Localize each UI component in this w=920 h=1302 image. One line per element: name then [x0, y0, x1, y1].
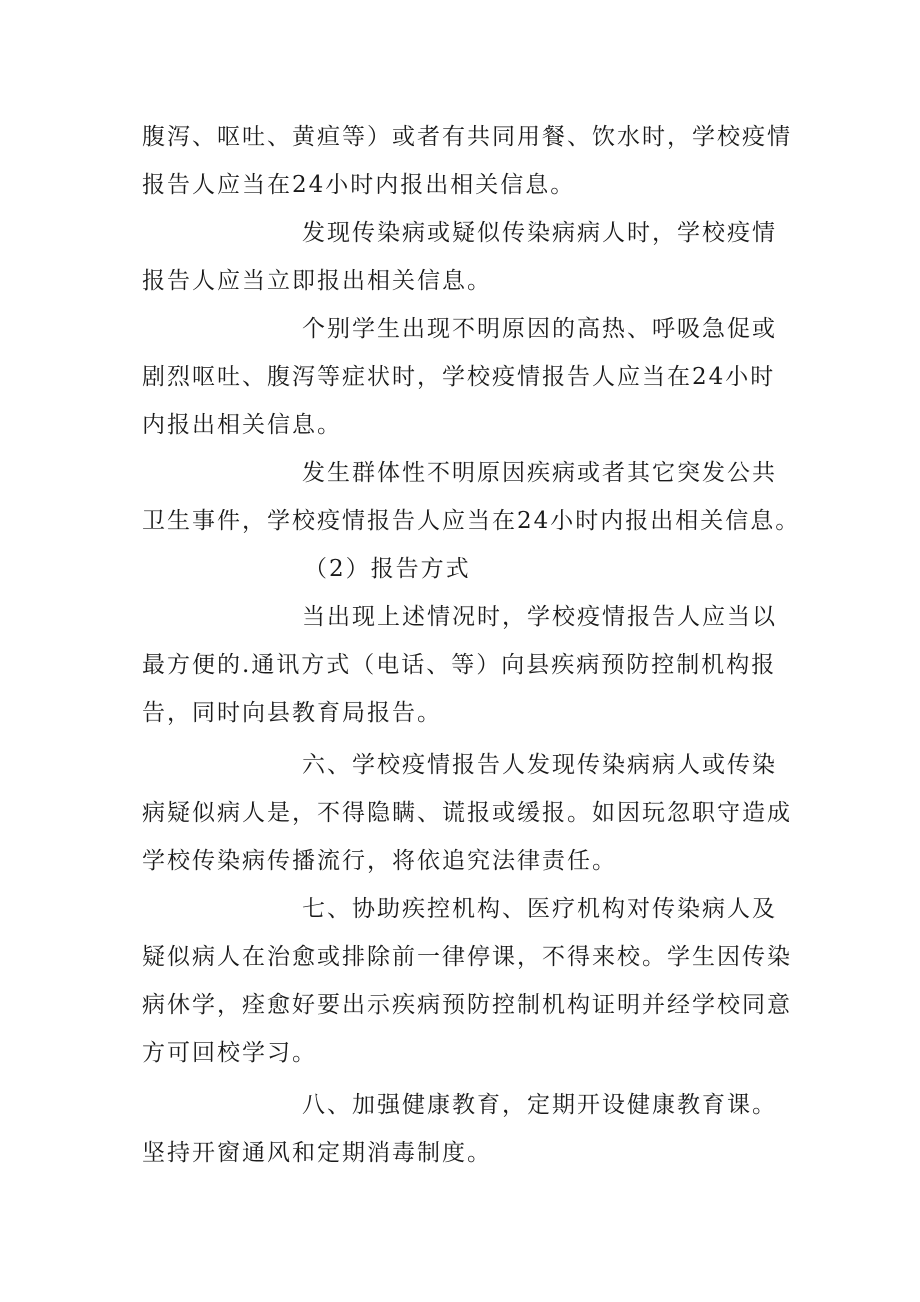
document-body — [142, 113, 802, 1177]
text-line: 卫生事件，学校疫情报告人应当在24小时内报出相关信息。 — [142, 508, 801, 534]
paragraph-first-line: 六、学校疫情报告人发现传染病病人或传染 — [302, 752, 777, 778]
text-line: 腹泻、呕吐、黄疸等）或者有共同用餐、饮水时，学校疫情 — [142, 124, 792, 150]
text-line: 最方便的.通讯方式（电话、等）向县疾病预防控制机构报 — [142, 652, 777, 678]
text-line: 方可回校学习。 — [142, 1040, 317, 1066]
text-line: 疑似病人在治愈或排除前一律停课，不得来校。学生因传染 — [142, 944, 792, 970]
paragraph-first-line: 当出现上述情况时，学校疫情报告人应当以 — [302, 604, 777, 630]
paragraph-first-line: 发生群体性不明原因疾病或者其它突发公共 — [302, 460, 777, 486]
paragraph-first-line: 七、协助疾控机构、医疗机构对传染病人及 — [302, 896, 777, 922]
paragraph-first-line: 八、加强健康教育，定期开设健康教育课。 — [302, 1092, 777, 1118]
section-heading: （2）报告方式 — [304, 556, 471, 582]
text-line: 内报出相关信息。 — [142, 412, 342, 438]
paragraph-first-line: 个别学生出现不明原因的高热、呼吸急促或 — [302, 316, 777, 342]
text-line: 剧烈呕吐、腹泻等症状时，学校疫情报告人应当在24小时 — [142, 364, 776, 390]
paragraph-first-line: 发现传染病或疑似传染病病人时，学校疫情 — [302, 220, 777, 246]
text-line: 病休学，痊愈好要出示疾病预防控制机构证明并经学校同意 — [142, 992, 792, 1018]
text-line: 告，同时向县教育局报告。 — [142, 700, 442, 726]
text-line: 报告人应当在24小时内报出相关信息。 — [142, 172, 576, 198]
text-line: 学校传染病传播流行，将依追究法律责任。 — [142, 848, 617, 874]
text-line: 病疑似病人是，不得隐瞒、谎报或缓报。如因玩忽职守造成 — [142, 800, 792, 826]
text-line: 坚持开窗通风和定期消毒制度。 — [142, 1140, 492, 1166]
text-line: 报告人应当立即报出相关信息。 — [142, 268, 492, 294]
